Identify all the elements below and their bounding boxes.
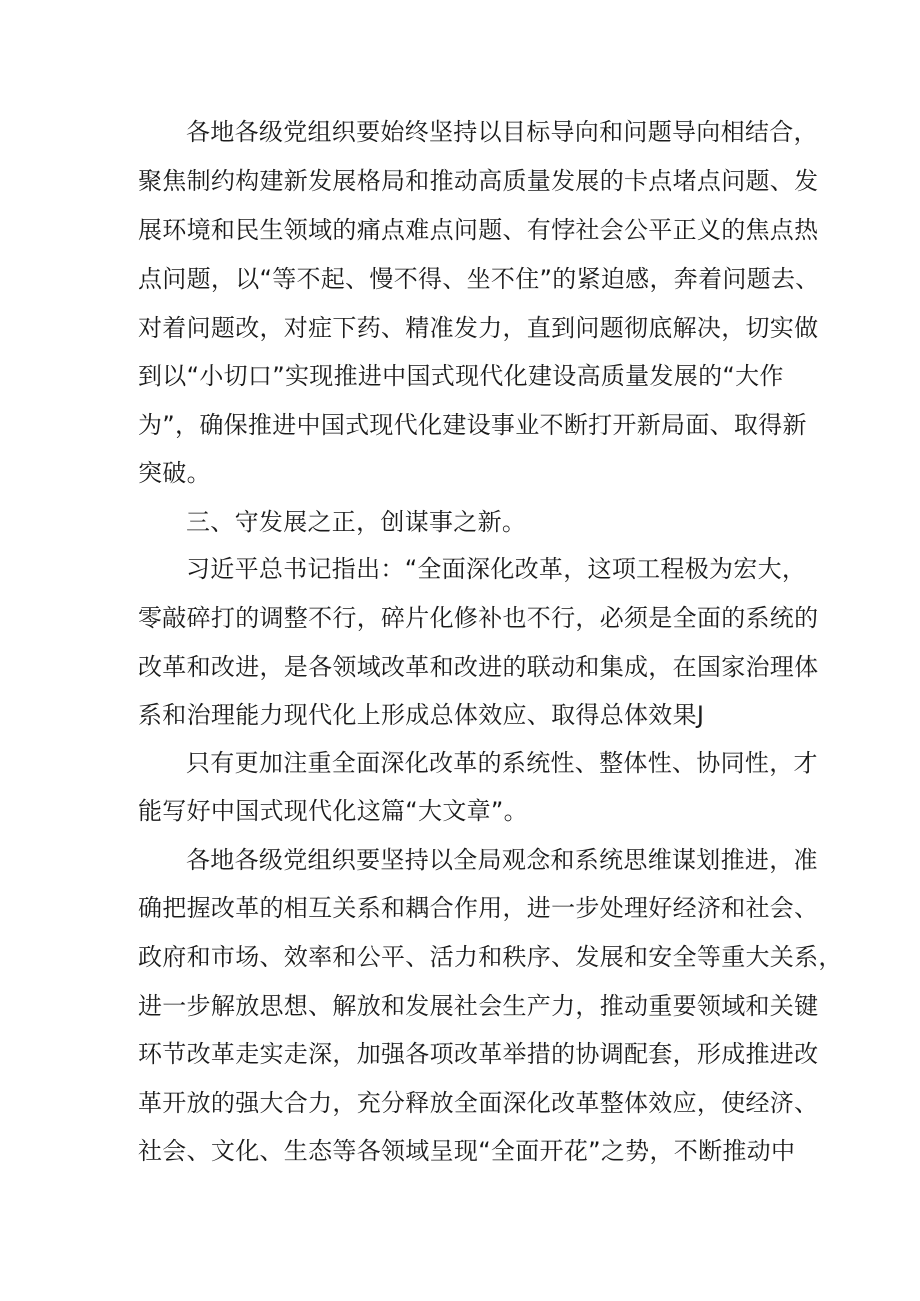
paragraph-4-line-4: 进一步解放思想、解放和发展社会生产力，推动重要领域和关键 — [138, 992, 819, 1020]
paragraph-1-line-3: 展环境和民生领域的痛点难点问题、有悖社会公平正义的焦点热 — [138, 216, 819, 244]
paragraph-1-line-8: 突破。 — [138, 459, 211, 487]
paragraph-4-line-6: 革开放的强大合力，充分释放全面深化改革整体效应，使经济、 — [138, 1089, 819, 1117]
paragraph-2-line-1: 习近平总书记指出：“全面深化改革，这项工程极为宏大， — [186, 555, 807, 583]
paragraph-1-line-7: 为”，确保推进中国式现代化建设事业不断打开新局面、取得新 — [138, 411, 807, 439]
paragraph-4-line-7: 社会、文化、生态等各领域呈现“全面开花”之势，不断推动中 — [138, 1137, 796, 1165]
paragraph-1-line-2: 聚焦制约构建新发展格局和推动高质量发展的卡点堵点问题、发 — [138, 167, 819, 195]
paragraph-2-line-2: 零敲碎打的调整不行，碎片化修补也不行，必须是全面的系统的 — [138, 604, 819, 632]
paragraph-1-line-4: 点问题，以“等不起、慢不得、坐不住”的紧迫感，奔着问题去、 — [138, 265, 820, 293]
paragraph-4-line-3: 政府和市场、效率和公平、活力和秩序、发展和安全等重大关系， — [138, 943, 843, 971]
section-heading: 三、守发展之正，创谋事之新。 — [186, 508, 527, 536]
paragraph-3-line-1: 只有更加注重全面深化改革的系统性、整体性、协同性，才 — [186, 749, 818, 777]
paragraph-1-line-5: 对着问题改，对症下药、精准发力，直到问题彻底解决，切实做 — [138, 314, 819, 342]
paragraph-1-line-6: 到以“小切口”实现推进中国式现代化建设高质量发展的“大作 — [138, 362, 784, 390]
paragraph-4-line-1: 各地各级党组织要坚持以全局观念和系统思维谋划推进，准 — [186, 846, 818, 874]
paragraph-2-line-4: 系和治理能力现代化上形成总体效应、取得总体效果J — [138, 701, 705, 729]
paragraph-4-line-5: 环节改革走实走深，加强各项改革举措的协调配套，形成推进改 — [138, 1040, 819, 1068]
paragraph-4-line-2: 确把握改革的相互关系和耦合作用，进一步处理好经济和社会、 — [138, 894, 819, 922]
paragraph-3-line-2: 能写好中国式现代化这篇“大文章”。 — [138, 797, 528, 825]
paragraph-2-line-3: 改革和改进，是各领域改革和改进的联动和集成，在国家治理体 — [138, 653, 819, 681]
paragraph-1-line-1: 各地各级党组织要始终坚持以目标导向和问题导向相结合， — [186, 118, 818, 146]
